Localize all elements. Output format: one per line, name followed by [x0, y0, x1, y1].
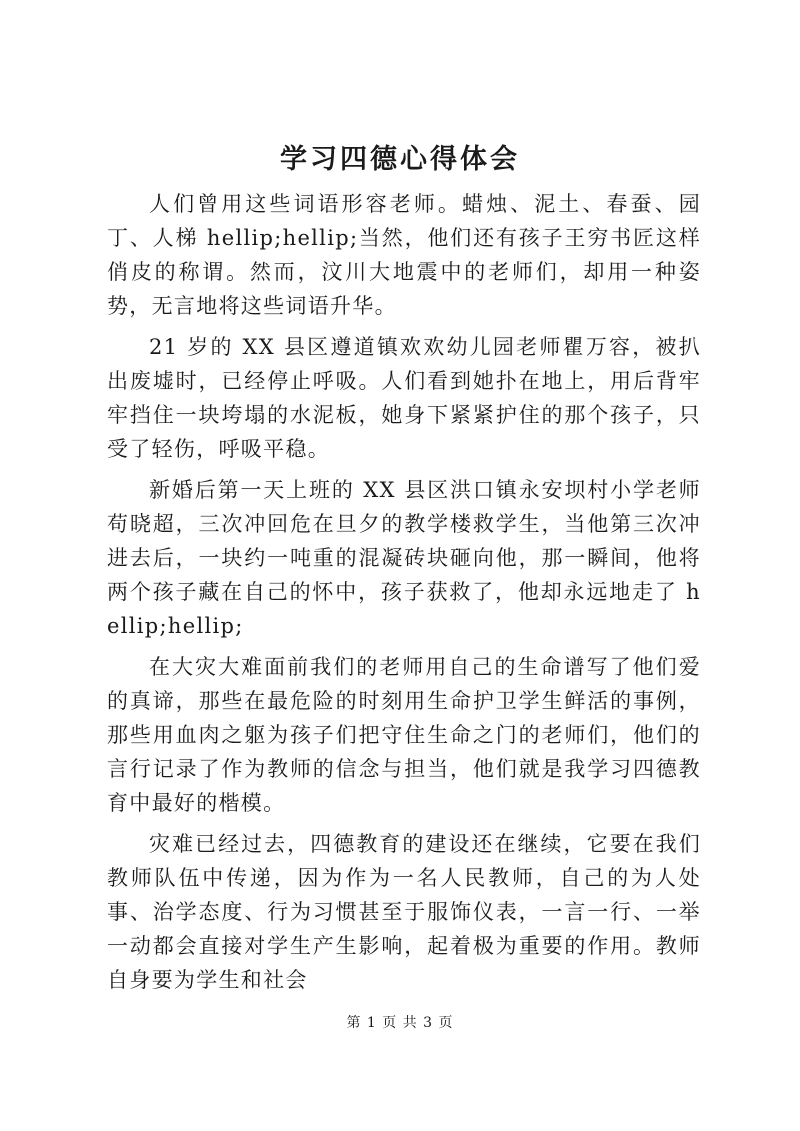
paragraph-2: 21 岁的 XX 县区遵道镇欢欢幼儿园老师瞿万容，被扒出废墟时，已经停止呼吸。人们看到她扑在地上，用后背牢牢挡住一块垮塌的水泥板，她身下紧紧护住的那个孩子，只受了轻伤，呼吸平稳。: [107, 335, 701, 461]
paragraph-3: 新婚后第一天上班的 XX 县区洪口镇永安坝村小学老师苟晓超，三次冲回危在旦夕的教学楼救学生，当他第三次冲进去后，一块约一吨重的混凝砖块砸向他，那一瞬间，他将两个孩子藏在自己的怀中，孩子获救了，他却永远地走了 hellip;hellip;: [107, 478, 701, 638]
document-title: 学习四德心得体会: [280, 144, 520, 175]
page-number-footer: 第 1 页 共 3 页: [346, 1015, 454, 1031]
paragraph-5: 灾难已经过去，四德教育的建设还在继续，它要在我们教师队伍中传递，因为作为一名人民教师，自己的为人处事、治学态度、行为习惯甚至于服饰仪表，一言一行、一举一动都会直接对学生产生影响，起着极为重要的作用。教师自身要为学生和社会: [107, 832, 701, 992]
paragraph-4: 在大灾大难面前我们的老师用自己的生命谱写了他们爱的真谛，那些在最危险的时刻用生命护卫学生鲜活的事例，那些用血肉之躯为孩子们把守住生命之门的老师们，他们的言行记录了作为教师的信念与担当，他们就是我学习四德教育中最好的楷模。: [107, 655, 701, 815]
paragraph-1: 人们曾用这些词语形容老师。蜡烛、泥土、春蚕、园丁、人梯 hellip;hellip;当然，他们还有孩子王穷书匠这样俏皮的称谓。然而，汶川大地震中的老师们，却用一种姿势，无言地将这些词语升华。: [107, 192, 701, 318]
document-body: [107, 187, 701, 1004]
